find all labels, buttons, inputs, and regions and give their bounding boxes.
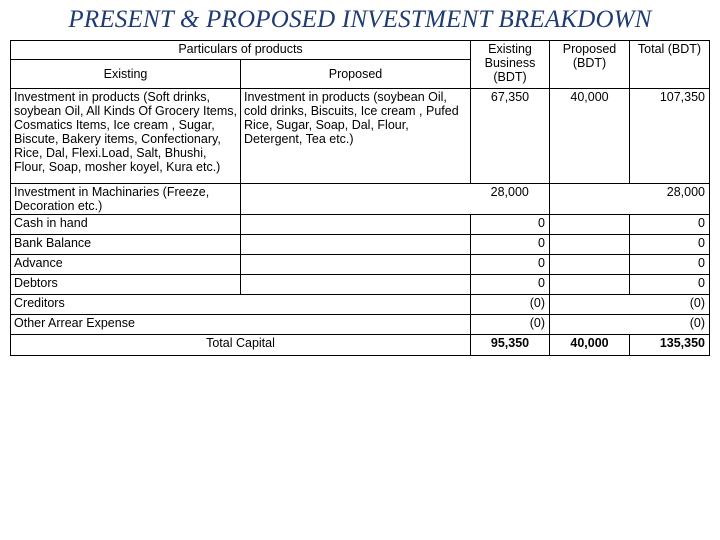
table-row [11,89,710,184]
table-row [11,235,710,255]
table-row [11,275,710,295]
total-value: (0) [630,295,710,315]
existing-particulars: Creditors [11,295,241,315]
table-row [11,295,710,315]
existing-business-header: Existing Business (BDT) [471,41,550,89]
proposed-value [550,255,630,275]
proposed-particulars [241,275,471,295]
existing-particulars: Other Arrear Expense [11,315,241,335]
proposed-particulars [241,255,471,275]
table-row [11,315,710,335]
proposed-particulars [241,295,471,315]
table-row [11,215,710,235]
existing-business-value: 0 [471,235,550,255]
total-grand: 135,350 [630,335,710,356]
proposed-header: Proposed [241,60,471,89]
investment-table [10,40,710,356]
existing-particulars: Debtors [11,275,241,295]
proposed-particulars: Investment in products (soybean Oil, cold drinks, Biscuits, Ice cream , Pufed Rice, Sugar, Soap, Dal, Flour, Detergent, Tea etc.) [241,89,471,184]
header-row [11,41,710,60]
existing-particulars: Cash in hand [11,215,241,235]
total-capital-label: Total Capital [11,335,471,356]
existing-particulars: Investment in Machinaries (Freeze, Decoration etc.) [11,184,241,215]
proposed-bdt-header: Proposed (BDT) [550,41,630,89]
existing-particulars: Bank Balance [11,235,241,255]
proposed-value [550,275,630,295]
proposed-value [550,295,630,315]
proposed-particulars [241,215,471,235]
proposed-particulars [241,315,471,335]
proposed-value [550,184,630,215]
existing-particulars: Advance [11,255,241,275]
existing-business-value: 0 [471,215,550,235]
proposed-value: 40,000 [550,89,630,184]
proposed-value [550,315,630,335]
existing-business-value: 28,000 [471,184,550,215]
total-value: 0 [630,215,710,235]
proposed-particulars [241,235,471,255]
total-value: 0 [630,275,710,295]
existing-header: Existing [11,60,241,89]
proposed-value [550,235,630,255]
particulars-header: Particulars of products [11,41,471,60]
existing-business-value: 67,350 [471,89,550,184]
proposed-particulars [241,184,471,215]
existing-business-value: 0 [471,275,550,295]
table-row [11,255,710,275]
total-value: 28,000 [630,184,710,215]
total-row [11,335,710,356]
existing-particulars: Investment in products (Soft drinks, soybean Oil, All Kinds Of Grocery Items, Cosmatics Items, Ice cream , Sugar, Biscute, Bakery items, Confectionary, Rice, Dal, Flexi.Load, Salt, Bhushi, Flour, Soap, mosher koyel, Kura etc.) [11,89,241,184]
proposed-value [550,215,630,235]
total-value: 0 [630,255,710,275]
page-title: PRESENT & PROPOSED INVESTMENT BREAKDOWN [68,6,652,33]
total-value: 107,350 [630,89,710,184]
existing-business-value: 0 [471,255,550,275]
total-value: (0) [630,315,710,335]
total-value: 0 [630,235,710,255]
total-bdt-header: Total (BDT) [630,41,710,89]
total-proposed: 40,000 [550,335,630,356]
existing-business-value: (0) [471,295,550,315]
total-existing-business: 95,350 [471,335,550,356]
table-row [11,184,710,215]
existing-business-value: (0) [471,315,550,335]
